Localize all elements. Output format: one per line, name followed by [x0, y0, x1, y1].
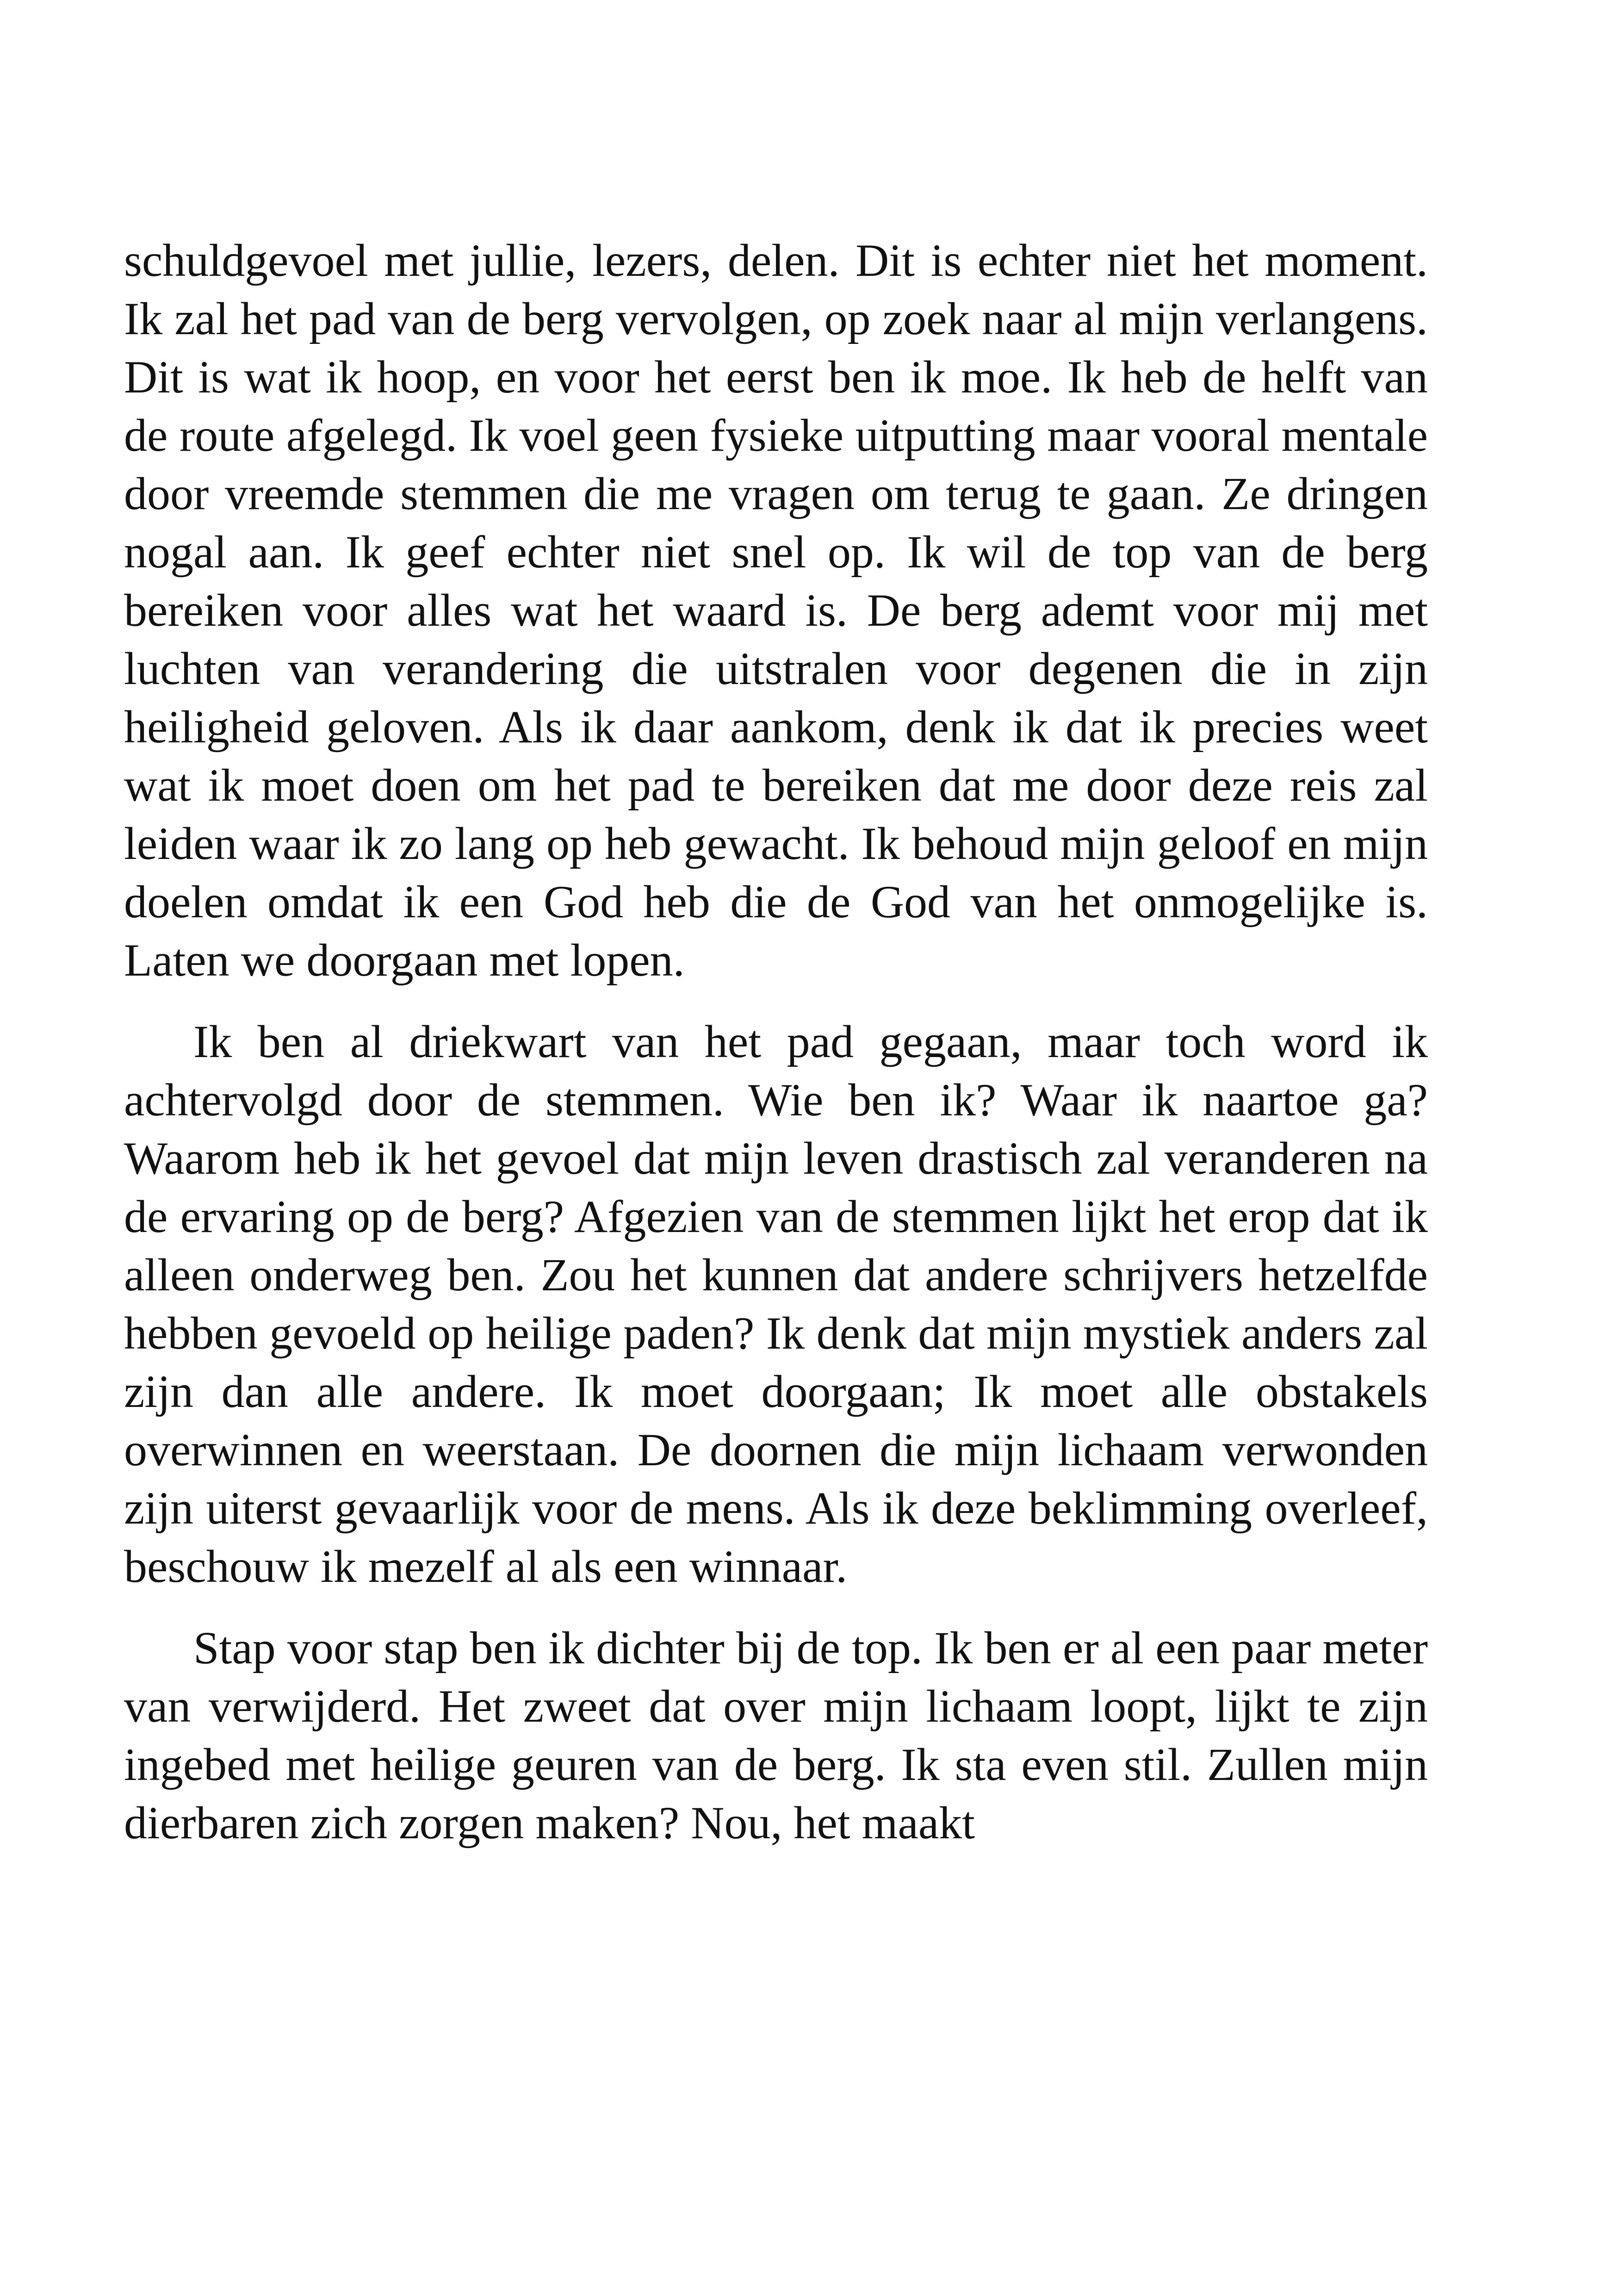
- paragraph-1: schuldgevoel met jullie, lezers, delen. Dit is echter niet het moment. Ik zal het pad van de berg vervolgen, op zoek naar al mijn verlangens. Dit is wat ik hoop, en voor het eerst ben ik moe. Ik heb de helft van de route afgelegd. Ik voel geen fysieke uitputting maar vooral mentale door vreemde stemmen die me vragen om terug te gaan. Ze dringen nogal aan. Ik geef echter niet snel op. Ik wil de top van de berg bereiken voor alles wat het waard is. De berg ademt voor mij met luchten van verandering die uitstralen voor degenen die in zijn heiligheid geloven. Als ik daar aankom, denk ik dat ik precies weet wat ik moet doen om het pad te bereiken dat me door deze reis zal leiden waar ik zo lang op heb gewacht. Ik behoud mijn geloof en mijn doelen omdat ik een God heb die de God van het onmogelijke is. Laten we doorgaan met lopen.: [124, 235, 1428, 986]
- paragraph-2: Ik ben al driekwart van het pad gegaan, maar toch word ik achtervolgd door de stemmen. Wie ben ik? Waar ik naartoe ga? Waarom heb ik het gevoel dat mijn leven drastisch zal veranderen na de ervaring op de berg? Afgezien van de stemmen lijkt het erop dat ik alleen onderweg ben. Zou het kunnen dat andere schrijvers hetzelfde hebben gevoeld op heilige paden? Ik denk dat mijn mystiek anders zal zijn dan alle andere. Ik moet doorgaan; Ik moet alle obstakels overwinnen en weerstaan. De doornen die mijn lichaam verwonden zijn uiterst gevaarlijk voor de mens. Als ik deze beklimming overleef, beschouw ik mezelf al als een winnaar.: [124, 1016, 1428, 1592]
- book-page-text: [124, 231, 1428, 1852]
- paragraph-3: Stap voor stap ben ik dichter bij de top. Ik ben er al een paar meter van verwijderd. Het zweet dat over mijn lichaam loopt, lijkt te zijn ingebed met heilige geuren van de berg. Ik sta even stil. Zullen mijn dierbaren zich zorgen maken? Nou, het maakt: [124, 1622, 1428, 1848]
